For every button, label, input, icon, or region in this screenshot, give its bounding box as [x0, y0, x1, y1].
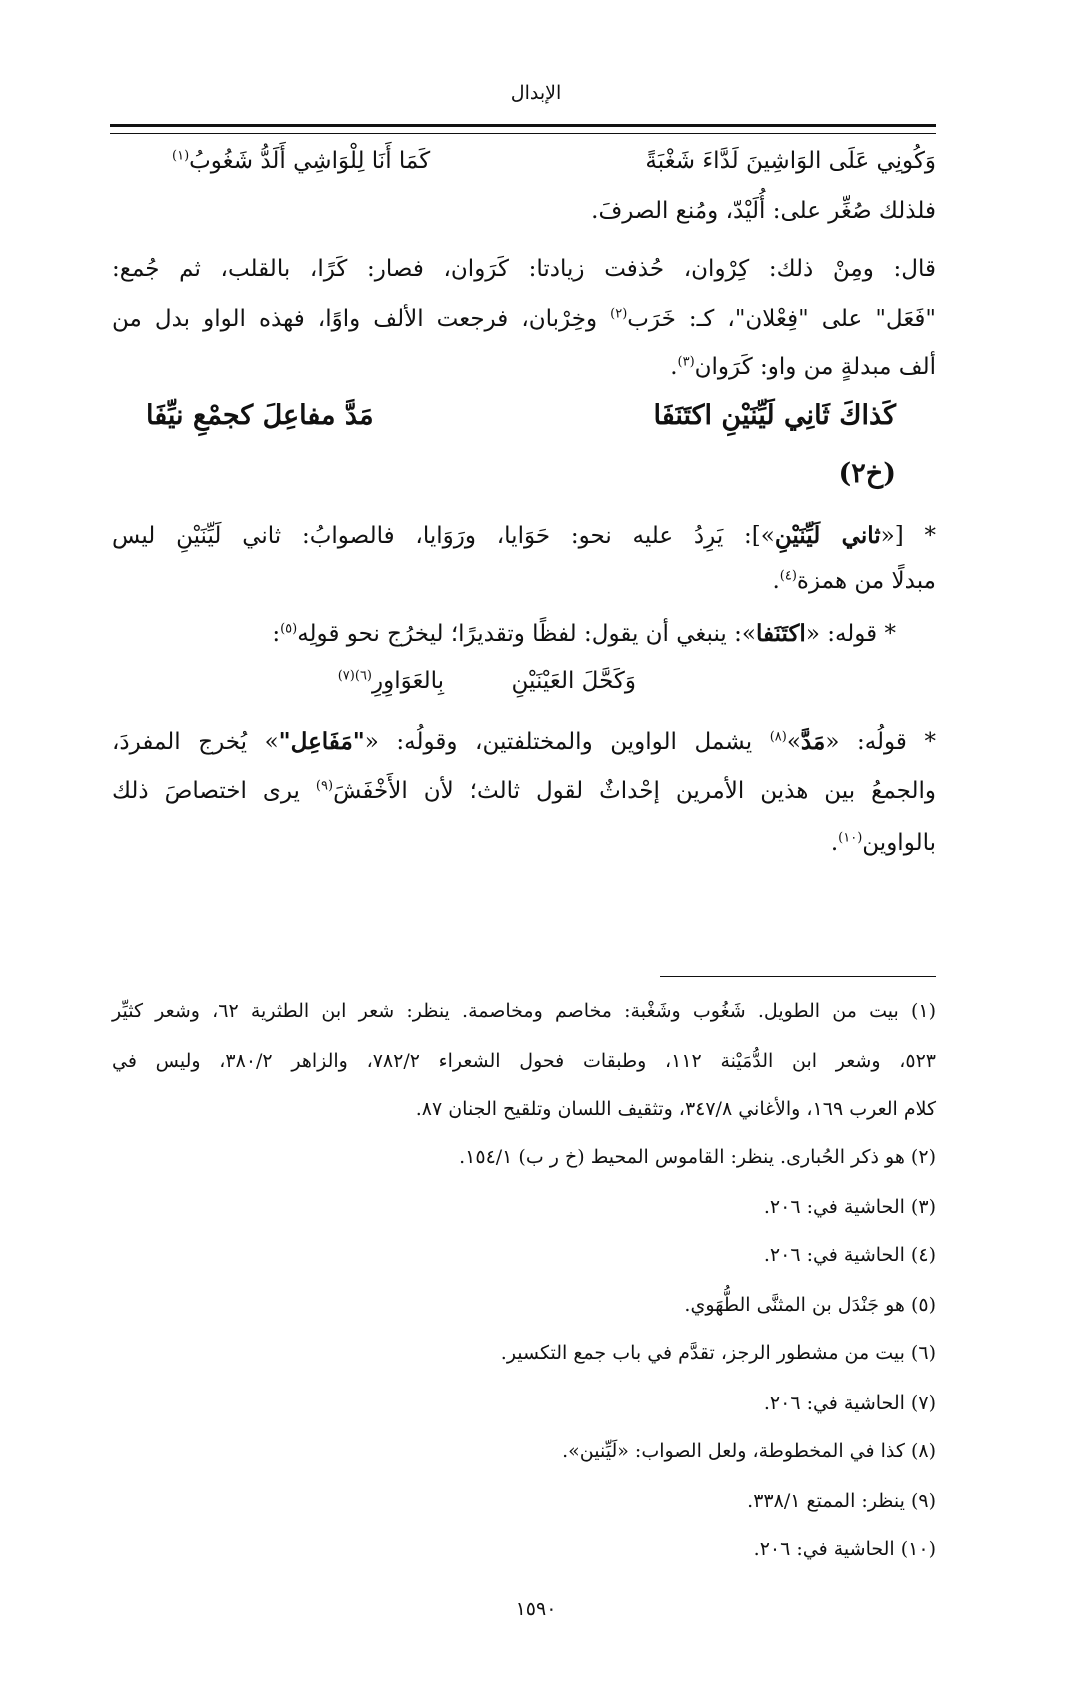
verse2-first-part: وَكَحَّلَ العَيْنَيْنِ	[511, 668, 636, 694]
footnote-5: (٥) هو جَنْدَل بن المثنَّى الطُّهَوي.	[684, 1294, 936, 1316]
footnote-6: (٦) بيت من مشطور الرجز، تقدَّم في باب جمع التكسير.	[500, 1342, 936, 1364]
paragraph-line: "فَعَل" على "فِعْلان"، كـ: خَرَب$^{(٢)}$ وخِرْبان، فرجعت الألف واوًا، فهذه الواو بدل من	[112, 306, 936, 332]
footnote-ref: (٩)	[315, 778, 334, 794]
page-number: ١٥٩٠	[515, 1598, 557, 1620]
footnote-ref: (٥)	[280, 621, 298, 637]
header-rule-thin	[110, 133, 936, 134]
footnote-1-cont: كلام العرب ١٦٩، والأغاني ٣٤٧/٨، وتثقيف اللسان وتلقيح الجنان ٨٧.	[415, 1098, 936, 1120]
footnote-7: (٧) الحاشية في: ٢٠٦.	[763, 1392, 936, 1414]
verse1-first-hemistich: وَكُونِي عَلَى الوَاشِينَ لَدَّاءَ شَغْبَةً	[645, 148, 936, 174]
footnote-ref: (١)	[172, 148, 190, 164]
footnote-ref: (٨)	[769, 729, 787, 745]
footnote-2: (٢) هو ذكر الحُبارى. ينظر: القاموس المحيط (خ ر ب) ١٥٤/١.	[459, 1146, 936, 1168]
footnote-1-cont: ٥٢٣، وشعر ابن الدُّمَيْنة ١١٢، وطبقات فحول الشعراء ٧٨٢/٢، والزاهر ٣٨٠/٢، وليس في	[112, 1050, 936, 1072]
paragraph-line: فلذلك صُغِّر على: أُلَيْدّ، ومُنع الصرفَ.	[591, 198, 936, 224]
footnote-3: (٣) الحاشية في: ٢٠٦.	[763, 1196, 936, 1218]
main-verse-second-hemistich: مَدَّ مفاعِلَ كجمْعِ نيِّفَا	[146, 400, 374, 431]
footnote-10: (١٠) الحاشية في: ٢٠٦.	[753, 1538, 936, 1560]
verse-code: (خ٢)	[838, 458, 896, 489]
commentary-line: * [«ثاني لَيِّنَيْنِ»]: يَرِدُ عليه نحو: حَوَايا، ورَوَايا، فالصوابُ: ثاني لَيِّنَيْنِ ليس	[112, 522, 937, 549]
verse2-second-part: بِالعَوَاوِرِ$^{(٦)(٧)}$	[337, 668, 444, 694]
commentary-line: * قولُه: «مَدَّ»$^{(٨)}$ يشمل الواوين والمختلفتين، وقولُه: «"مَفَاعِل"» يُخرج المفردَ،	[112, 728, 936, 755]
footnote-1: (١) بيت من الطويل. شَغُوب وشَغْبة: مخاصم ومخاصمة. ينظر: شعر ابن الطثرية ٦٢، وشعر كثيِّر	[112, 1000, 936, 1022]
footnote-ref: (٦)(٧)	[337, 668, 372, 684]
commentary-line: والجمعُ بين هذين الأمرين إحْداثٌ لقول ثالث؛ لأن الأَخْفَشَ$^{(٩)}$ يرى اختصاصَ ذلك	[112, 778, 936, 804]
header-rule-thick	[110, 124, 936, 127]
paragraph-line: ألف مبدلةٍ من واو: كَرَوان$^{(٣)}$.	[670, 354, 936, 380]
verse1-second-hemistich: كَمَا أَنَا لِلْوَاشِي أَلَدُّ شَغُوبُ$^{(١)}$	[172, 148, 431, 174]
main-verse-first-hemistich: كَذاكَ ثَانِي لَيِّنَيْنِ اكتَنَفَا	[653, 400, 896, 431]
footnote-separator	[660, 976, 936, 977]
commentary-line: بالواوين$^{(١٠)}$.	[830, 830, 936, 856]
paragraph-line: قال: ومِنْ ذلك: كِرْوان، حُذفت زيادتا: كَرَوان، فصار: كَرًا، بالقلب، ثم جُمع:	[112, 256, 936, 282]
footnote-8: (٨) كذا في المخطوطة، ولعل الصواب: «لَيِّنين».	[562, 1440, 936, 1462]
footnote-ref: (٢)	[610, 306, 628, 322]
footnote-ref: (١٠)	[838, 830, 863, 846]
footnote-ref: (٤)	[779, 568, 797, 584]
footnote-9: (٩) ينظر: الممتع ٣٣٨/١.	[747, 1490, 936, 1512]
commentary-line: مبدلًا من همزة$^{(٤)}$.	[772, 568, 936, 594]
running-title: الإبدال	[510, 82, 562, 104]
commentary-line: * قوله: «اكتَنَفا»: ينبغي أن يقول: لفظًا وتقديرًا؛ ليخرُج نحو قولِه$^{(٥)}$:	[272, 620, 896, 647]
footnote-ref: (٣)	[677, 354, 695, 370]
footnote-4: (٤) الحاشية في: ٢٠٦.	[763, 1244, 936, 1266]
